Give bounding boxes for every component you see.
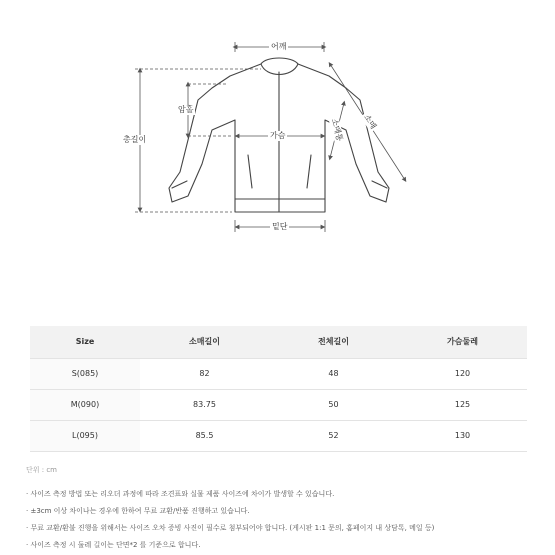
header-sleeve-length: 소매길이 xyxy=(140,326,269,358)
size-notes xyxy=(26,486,546,554)
total-length-label: 총길이 xyxy=(123,135,147,144)
chest-cell: 120 xyxy=(398,358,527,389)
sleeve-length-label: 소매 xyxy=(360,111,379,133)
note-item: · 무료 교환/환불 진행을 위해서는 사이즈 오차 증빙 사진이 필수로 첨부되어야 합니다. (게시판 1:1 문의, 홈페이지 내 상담톡, 메일 등) xyxy=(26,524,435,532)
table-row xyxy=(30,389,527,420)
chest-cell: 130 xyxy=(398,420,527,451)
chest-cell: 125 xyxy=(398,389,527,420)
total-length-cell: 50 xyxy=(269,389,398,420)
header-chest: 가슴둘레 xyxy=(398,326,527,358)
chest-label: 가슴 xyxy=(270,131,286,140)
table-row xyxy=(30,420,527,451)
note-item: · ±3cm 이상 차이나는 경우에 한하여 무료 교환/반품 진행하고 있습니다. xyxy=(26,507,250,515)
table-header-row xyxy=(30,326,527,358)
shoulder-label: 어깨 xyxy=(271,42,287,51)
table-row xyxy=(30,358,527,389)
unit-label: 단위 : cm xyxy=(26,466,58,474)
total-length-cell: 48 xyxy=(269,358,398,389)
size-cell: M(090) xyxy=(30,389,140,420)
sleeve-length-cell: 83.75 xyxy=(140,389,269,420)
hem-label: 밑단 xyxy=(272,222,288,231)
sleeve-length-cell: 82 xyxy=(140,358,269,389)
note-item: · 사이즈 측정 시 둘레 길이는 단면*2 를 기준으로 합니다. xyxy=(26,541,201,549)
total-length-cell: 52 xyxy=(269,420,398,451)
sleeve-width-label: 소매통 xyxy=(328,116,345,145)
header-size: Size xyxy=(30,326,140,358)
size-table xyxy=(30,326,527,452)
armhole-label: 암홀 xyxy=(178,105,194,114)
note-item: · 사이즈 측정 방법 또는 리오더 과정에 따라 조견표와 실물 제품 사이즈에 차이가 발생할 수 있습니다. xyxy=(26,490,335,498)
header-total-length: 전체길이 xyxy=(269,326,398,358)
sleeve-length-cell: 85.5 xyxy=(140,420,269,451)
size-cell: S(085) xyxy=(30,358,140,389)
size-cell: L(095) xyxy=(30,420,140,451)
